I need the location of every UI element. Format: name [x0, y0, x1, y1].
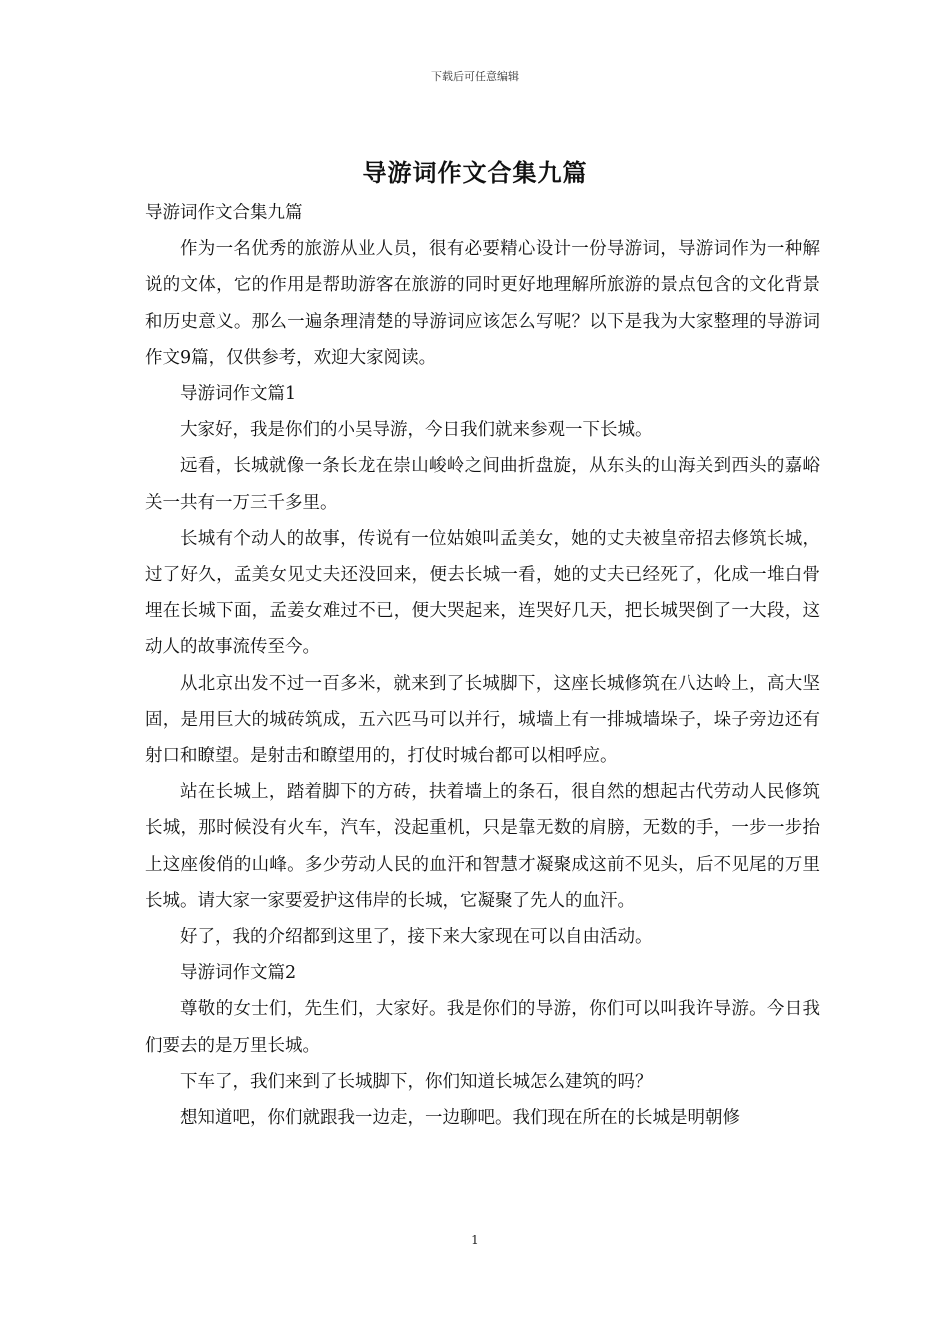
section-heading: 导游词作文篇2	[180, 963, 297, 984]
document-title: 导游词作文合集九篇	[362, 158, 588, 187]
body-paragraph: 好了，我的介绍都到这里了，接下来大家现在可以自由活动。	[180, 927, 653, 948]
body-paragraph: 从北京出发不过一百多米，就来到了长城脚下，这座长城修筑在八达岭上，高大坚固，是用巨大的城砖筑成，五六匹马可以并行，城墙上有一排城墙垛子，垛子旁边还有射口和瞭望。是射击和瞭望用的，打仗时城台都可以相呼应。	[145, 673, 820, 767]
body-paragraph: 想知道吧，你们就跟我一边走，一边聊吧。我们现在所在的长城是明朝修	[180, 1108, 740, 1129]
body-paragraph: 作为一名优秀的旅游从业人员，很有必要精心设计一份导游词，导游词作为一种解说的文体，它的作用是帮助游客在旅游的同时更好地理解所旅游的景点包含的文化背景和历史意义。那么一遍条理清楚的导游词应该怎么写呢？以下是我为大家整理的导游词作文9篇，仅供参考，欢迎大家阅读。	[145, 239, 820, 368]
document-body	[145, 195, 820, 1136]
body-paragraph: 站在长城上，踏着脚下的方砖，扶着墙上的条石，很自然的想起古代劳动人民修筑长城，那时候没有火车，汽车，没起重机，只是靠无数的肩膀，无数的手，一步一步抬上这座俊俏的山峰。多少劳动人民的血汗和智慧才凝聚成这前不见头，后不见尾的万里长城。请大家一家要爱护这伟岸的长城，它凝聚了先人的血汗。	[145, 782, 820, 911]
body-paragraph: 尊敬的女士们，先生们，大家好。我是你们的导游，你们可以叫我许导游。今日我们要去的是万里长城。	[145, 999, 820, 1056]
body-paragraph: 远看，长城就像一条长龙在崇山峻岭之间曲折盘旋，从东头的山海关到西头的嘉峪关一共有一万三千多里。	[145, 456, 820, 513]
page-number: 1	[471, 1233, 479, 1247]
body-paragraph: 大家好，我是你们的小吴导游，今日我们就来参观一下长城。	[180, 420, 653, 441]
body-paragraph: 下车了，我们来到了长城脚下，你们知道长城怎么建筑的吗？	[180, 1071, 653, 1092]
body-paragraph: 长城有个动人的故事，传说有一位姑娘叫孟美女，她的丈夫被皇帝招去修筑长城，过了好久，孟美女见丈夫还没回来，便去长城一看，她的丈夫已经死了，化成一堆白骨埋在长城下面，孟姜女难过不已，便大哭起来，连哭好几天，把长城哭倒了一大段，这动人的故事流传至今。	[145, 528, 820, 658]
header-note: 下载后可任意编辑	[431, 70, 519, 83]
section-heading: 导游词作文篇1	[180, 384, 297, 405]
body-paragraph: 导游词作文合集九篇	[145, 203, 303, 223]
